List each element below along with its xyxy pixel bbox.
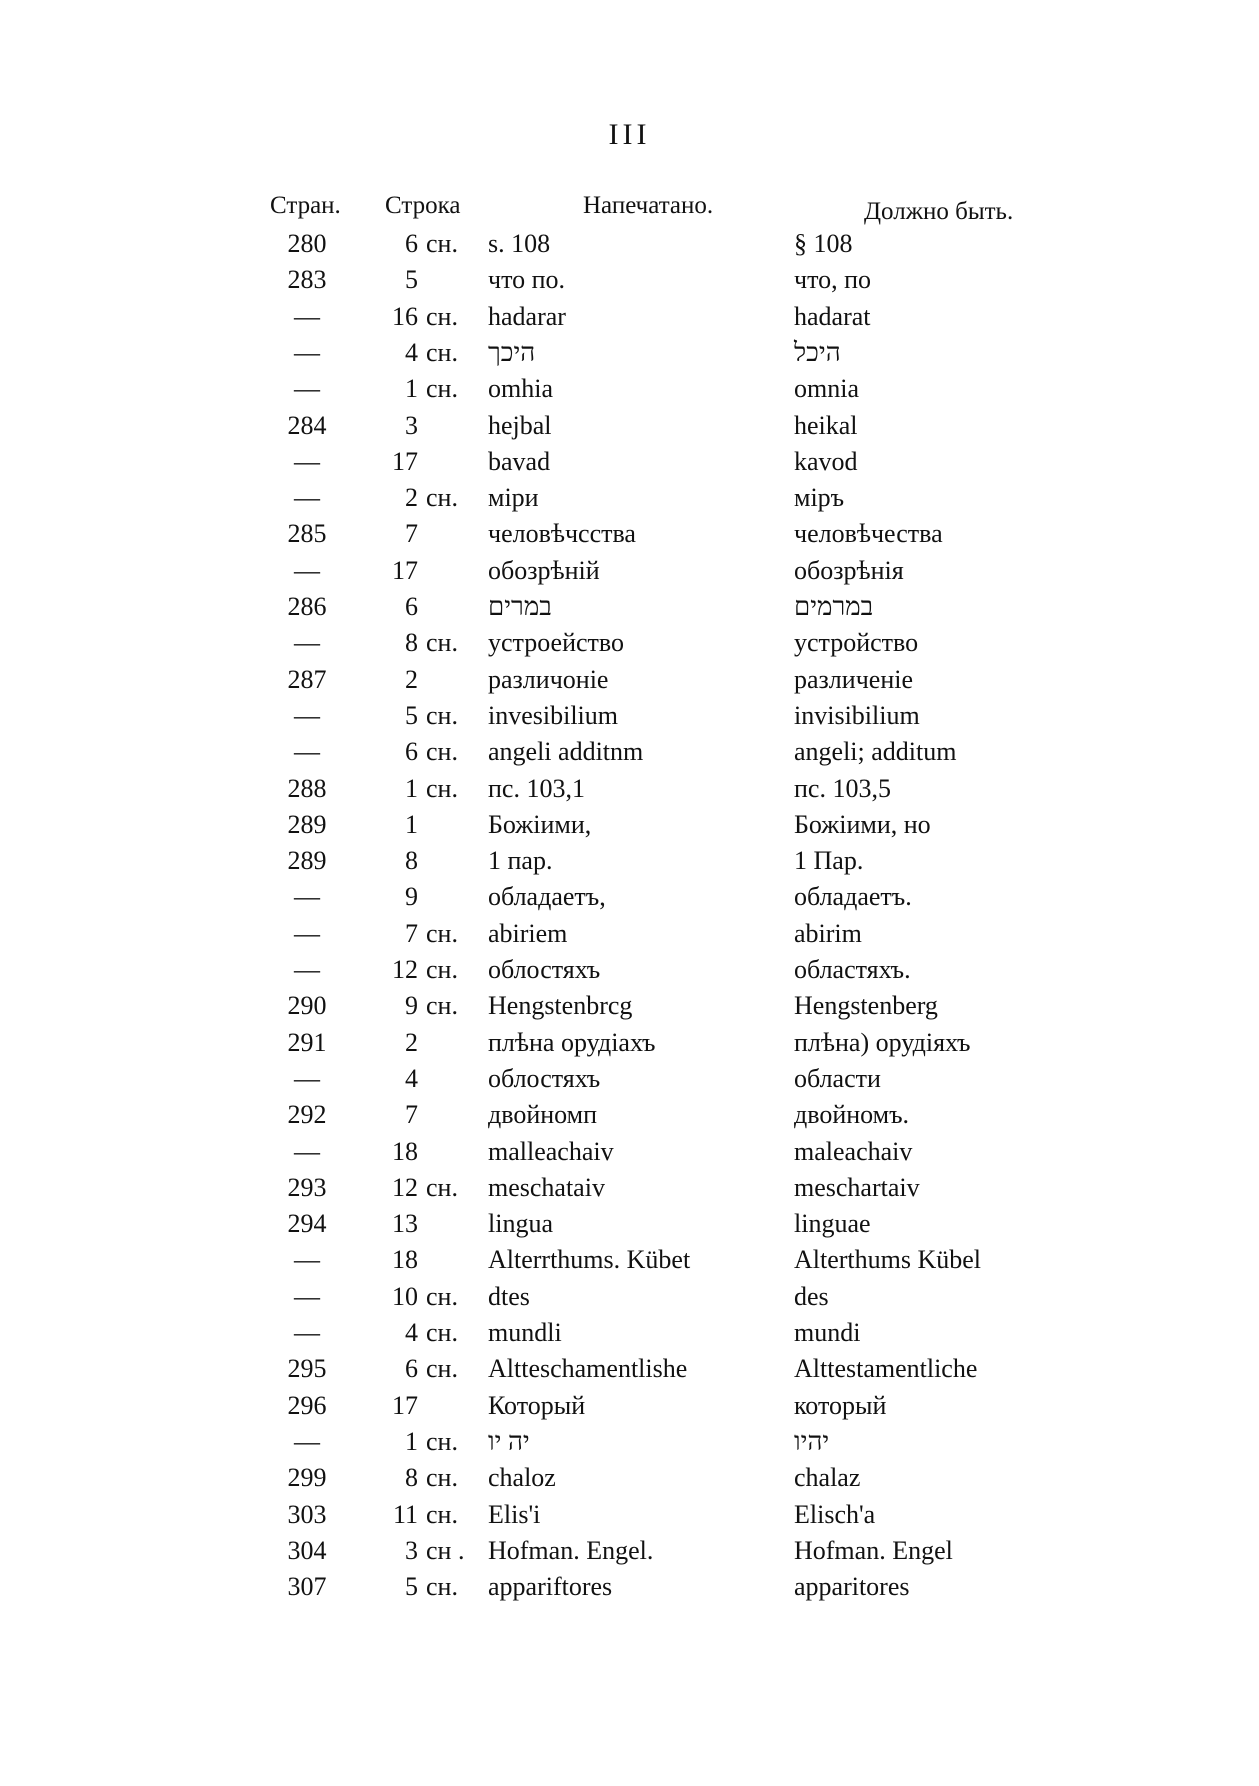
line-number-cell: 4 — [405, 1063, 418, 1093]
errata-row — [0, 1569, 1259, 1605]
errata-row — [0, 444, 1259, 480]
errata-row — [0, 408, 1259, 444]
should-be-cell: области — [794, 1063, 881, 1093]
line-number-cell: 12 — [392, 1172, 418, 1202]
errata-row — [0, 988, 1259, 1024]
should-be-cell: § 108 — [794, 229, 853, 258]
page-cell: — — [294, 446, 320, 476]
printed-cell: пс. 103,1 — [488, 773, 585, 803]
printed-cell: lingua — [488, 1209, 553, 1239]
errata-row — [0, 589, 1259, 625]
should-be-cell: במרמים — [794, 592, 874, 621]
page-cell: 295 — [287, 1354, 327, 1384]
errata-row — [0, 916, 1259, 952]
line-number-cell: 10 — [392, 1281, 418, 1311]
from-bottom-cell: сн. — [426, 628, 458, 658]
errata-row — [0, 843, 1259, 879]
errata-row — [0, 1170, 1259, 1206]
line-number-cell: 8 — [405, 1463, 418, 1493]
should-be-cell: chalaz — [794, 1463, 861, 1493]
line-number-cell: 6 — [405, 592, 418, 621]
printed-cell: облостяхъ — [488, 1063, 601, 1093]
line-number-cell: 1 — [405, 773, 418, 803]
errata-row — [0, 625, 1259, 661]
errata-row — [0, 516, 1259, 552]
from-bottom-cell: сн. — [426, 991, 458, 1021]
from-bottom-cell: сн. — [426, 700, 458, 730]
printed-cell: s. 108 — [488, 229, 551, 258]
line-number-cell: 17 — [392, 446, 418, 476]
header-page: Стран. — [270, 192, 341, 219]
should-be-cell: что, по — [794, 265, 872, 295]
errata-row — [0, 1424, 1259, 1460]
from-bottom-cell: сн. — [426, 337, 458, 367]
errata-row — [0, 771, 1259, 807]
printed-cell: Который — [488, 1390, 586, 1420]
errata-row — [0, 698, 1259, 734]
page-cell: — — [294, 737, 320, 767]
errata-row — [0, 1061, 1259, 1097]
printed-cell: различоніе — [488, 664, 609, 694]
printed-cell: двойномп — [488, 1100, 598, 1130]
line-number-cell: 1 — [405, 809, 418, 839]
line-number-cell: 6 — [405, 229, 418, 258]
line-number-cell: 7 — [405, 519, 418, 549]
should-be-cell: des — [794, 1281, 829, 1311]
printed-cell: міри — [488, 483, 539, 513]
printed-cell: Elis'i — [488, 1499, 541, 1529]
page-cell: — — [294, 700, 320, 730]
page-cell: 303 — [287, 1499, 327, 1529]
from-bottom-cell: сн. — [426, 1172, 458, 1202]
line-number-cell: 12 — [392, 955, 418, 984]
line-number-cell: 7 — [405, 1100, 418, 1130]
from-bottom-cell: сн. — [426, 229, 458, 258]
should-be-cell: apparitores — [794, 1572, 910, 1602]
should-be-cell: плѣна) орудіяхъ — [794, 1027, 971, 1057]
line-number-cell: 18 — [392, 1136, 418, 1166]
should-be-cell: hadarat — [794, 301, 871, 331]
page-cell: — — [294, 337, 320, 367]
errata-row — [0, 262, 1259, 298]
errata-row — [0, 1533, 1259, 1569]
from-bottom-cell: сн. — [426, 773, 458, 803]
should-be-cell: linguae — [794, 1209, 871, 1239]
errata-row — [0, 226, 1259, 262]
should-be-cell: пс. 103,5 — [794, 773, 891, 803]
from-bottom-cell: сн. — [426, 955, 458, 984]
errata-row — [0, 1242, 1259, 1278]
line-number-cell: 8 — [405, 628, 418, 658]
should-be-cell: היכל — [794, 337, 841, 367]
should-be-cell: 1 Пар. — [794, 846, 864, 876]
page-cell: 283 — [287, 265, 327, 295]
from-bottom-cell: сн. — [426, 374, 458, 404]
line-number-cell: 6 — [405, 1354, 418, 1384]
line-number-cell: 3 — [405, 1535, 418, 1565]
printed-cell: chaloz — [488, 1463, 556, 1493]
should-be-cell: maleachaiv — [794, 1136, 913, 1166]
page-cell: 304 — [287, 1535, 327, 1565]
page-cell: — — [294, 1063, 320, 1093]
errata-row — [0, 1134, 1259, 1170]
page-cell: 296 — [287, 1390, 327, 1420]
page-cell: 289 — [287, 846, 327, 876]
from-bottom-cell: сн . — [426, 1535, 465, 1565]
page-cell: 292 — [287, 1100, 327, 1130]
page-cell: — — [294, 918, 320, 948]
page-cell: — — [294, 483, 320, 513]
should-be-cell: יהיו — [794, 1426, 830, 1456]
line-number-cell: 6 — [405, 737, 418, 767]
from-bottom-cell: сн. — [426, 483, 458, 513]
printed-cell: יה יו — [488, 1426, 530, 1456]
errata-row — [0, 952, 1259, 988]
should-be-cell: Божіими, но — [794, 809, 931, 839]
printed-cell: что по. — [488, 265, 566, 295]
errata-row — [0, 1315, 1259, 1351]
should-be-cell: Hofman. Engel — [794, 1535, 953, 1565]
printed-cell: dtes — [488, 1281, 530, 1311]
errata-row — [0, 1351, 1259, 1387]
printed-cell: Hofman. Engel. — [488, 1535, 654, 1565]
should-be-cell: abirim — [794, 918, 862, 948]
should-be-cell: Elisch'a — [794, 1499, 876, 1529]
page-cell: 288 — [287, 773, 327, 803]
should-be-cell: обладаетъ. — [794, 882, 912, 912]
should-be-cell: двойномъ. — [794, 1100, 910, 1130]
errata-row — [0, 1497, 1259, 1533]
should-be-cell: Alterthums Kübel — [794, 1245, 982, 1275]
printed-cell: облостяхъ — [488, 955, 601, 984]
page-cell: — — [294, 628, 320, 658]
page-cell: — — [294, 955, 320, 984]
printed-cell: invesibilium — [488, 700, 618, 730]
printed-cell: hadarar — [488, 301, 566, 331]
should-be-cell: устройство — [794, 628, 919, 658]
printed-cell: плѣна орудіахъ — [488, 1027, 656, 1057]
page-cell: 287 — [287, 664, 327, 694]
from-bottom-cell: сн. — [426, 301, 458, 331]
should-be-cell: Hengstenberg — [794, 991, 938, 1021]
page-cell: — — [294, 1318, 320, 1347]
errata-row — [0, 734, 1259, 770]
line-number-cell: 2 — [405, 1027, 418, 1057]
from-bottom-cell: сн. — [426, 1318, 458, 1347]
errata-row — [0, 371, 1259, 407]
printed-cell: omhia — [488, 374, 553, 404]
page-cell: — — [294, 301, 320, 331]
line-number-cell: 2 — [405, 664, 418, 694]
from-bottom-cell: сн. — [426, 1354, 458, 1384]
should-be-cell: heikal — [794, 410, 858, 440]
line-number-cell: 18 — [392, 1245, 418, 1275]
should-be-cell: invisibilium — [794, 700, 920, 730]
line-number-cell: 5 — [405, 265, 418, 295]
should-be-cell: angeli; additum — [794, 737, 957, 767]
page-cell: — — [294, 1426, 320, 1456]
line-number-cell: 1 — [405, 1426, 418, 1456]
page-cell: 290 — [287, 991, 327, 1021]
from-bottom-cell: сн. — [426, 1499, 458, 1529]
errata-row — [0, 1460, 1259, 1496]
errata-row — [0, 1279, 1259, 1315]
line-number-cell: 1 — [405, 374, 418, 404]
printed-cell: Божіими, — [488, 809, 592, 839]
page-cell: 299 — [287, 1463, 327, 1493]
errata-row — [0, 662, 1259, 698]
printed-cell: Altteschamentlishe — [488, 1354, 688, 1384]
errata-row — [0, 299, 1259, 335]
line-number-cell: 5 — [405, 1572, 418, 1602]
line-number-cell: 4 — [405, 1318, 418, 1347]
line-number-cell: 11 — [392, 1499, 418, 1529]
should-be-cell: различеніе — [794, 664, 913, 694]
line-number-cell: 8 — [405, 846, 418, 876]
errata-row — [0, 1097, 1259, 1133]
page-cell: 293 — [287, 1172, 327, 1202]
page-cell: — — [294, 1281, 320, 1311]
from-bottom-cell: сн. — [426, 737, 458, 767]
page-cell: 291 — [287, 1027, 327, 1057]
should-be-cell: mundi — [794, 1318, 861, 1347]
line-number-cell: 2 — [405, 483, 418, 513]
page-cell: — — [294, 374, 320, 404]
printed-cell: Hengstenbrcg — [488, 991, 633, 1021]
should-be-cell: omnia — [794, 374, 859, 404]
page-cell: — — [294, 555, 320, 585]
should-be-cell: который — [794, 1390, 887, 1420]
printed-cell: человѣчсства — [488, 519, 636, 549]
printed-cell: устроейство — [488, 628, 624, 658]
from-bottom-cell: сн. — [426, 918, 458, 948]
printed-cell: malleachaiv — [488, 1136, 614, 1166]
printed-cell: angeli additnm — [488, 737, 644, 767]
errata-row — [0, 1206, 1259, 1242]
printed-cell: היכך — [488, 337, 536, 367]
should-be-cell: Alttestamentliche — [794, 1354, 978, 1384]
page-cell: 286 — [287, 592, 327, 621]
line-number-cell: 17 — [392, 1390, 418, 1420]
printed-cell: hejbal — [488, 410, 552, 440]
printed-cell: обладаетъ, — [488, 882, 606, 912]
line-number-cell: 7 — [405, 918, 418, 948]
line-number-cell: 5 — [405, 700, 418, 730]
errata-row — [0, 1388, 1259, 1424]
should-be-cell: человѣчества — [794, 519, 943, 549]
page-cell: 294 — [287, 1209, 327, 1239]
page-cell: — — [294, 1245, 320, 1275]
from-bottom-cell: сн. — [426, 1463, 458, 1493]
line-number-cell: 4 — [405, 337, 418, 367]
page-cell: 284 — [287, 410, 327, 440]
errata-row — [0, 807, 1259, 843]
line-number-cell: 3 — [405, 410, 418, 440]
printed-cell: meschataiv — [488, 1172, 605, 1202]
from-bottom-cell: сн. — [426, 1572, 458, 1602]
printed-cell: abiriem — [488, 918, 568, 948]
printed-cell: 1 пар. — [488, 846, 553, 876]
header-should-be: Должно быть. — [864, 198, 1014, 225]
header-printed: Напечатано. — [583, 192, 714, 219]
page-cell: 307 — [287, 1572, 327, 1602]
errata-row — [0, 1025, 1259, 1061]
should-be-cell: meschartaiv — [794, 1172, 920, 1202]
page-cell: — — [294, 1136, 320, 1166]
should-be-cell: міръ — [794, 483, 845, 513]
line-number-cell: 13 — [392, 1209, 418, 1239]
from-bottom-cell: сн. — [426, 1426, 458, 1456]
header-line: Строка — [385, 192, 461, 219]
printed-cell: במרים — [488, 592, 552, 621]
page-cell: — — [294, 882, 320, 912]
line-number-cell: 17 — [392, 555, 418, 585]
errata-row — [0, 480, 1259, 516]
page-cell: 280 — [287, 229, 327, 258]
printed-cell: Alterrthums. Kübet — [488, 1245, 691, 1275]
line-number-cell: 9 — [405, 882, 418, 912]
line-number-cell: 9 — [405, 991, 418, 1021]
errata-row — [0, 879, 1259, 915]
should-be-cell: областяхъ. — [794, 955, 911, 984]
printed-cell: appariftores — [488, 1572, 613, 1602]
errata-row — [0, 335, 1259, 371]
from-bottom-cell: сн. — [426, 1281, 458, 1311]
should-be-cell: обозрѣнія — [794, 555, 904, 585]
line-number-cell: 16 — [392, 301, 418, 331]
page-cell: 285 — [287, 519, 327, 549]
should-be-cell: kavod — [794, 446, 858, 476]
printed-cell: обозрѣній — [488, 555, 600, 585]
printed-cell: mundli — [488, 1318, 562, 1347]
printed-cell: bavad — [488, 446, 551, 476]
page-number: III — [608, 118, 651, 151]
errata-row — [0, 553, 1259, 589]
page-cell: 289 — [287, 809, 327, 839]
